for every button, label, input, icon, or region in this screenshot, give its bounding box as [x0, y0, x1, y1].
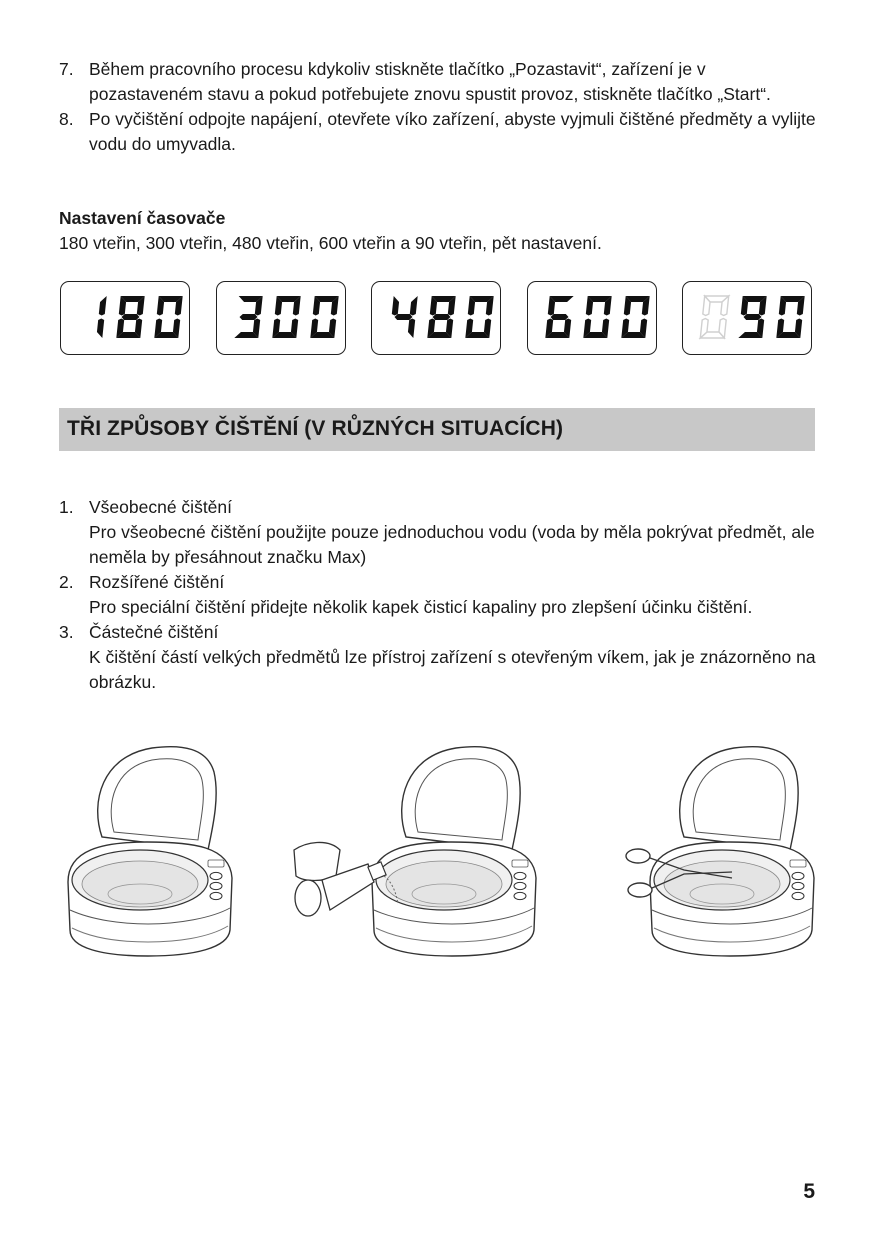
cleaner-with-scissors-illustration	[622, 740, 818, 958]
seven-segment-digits	[683, 282, 810, 353]
segment-g	[744, 314, 762, 320]
segment-c	[408, 319, 415, 339]
method-number: 2.	[59, 572, 74, 592]
segment-b	[410, 296, 418, 316]
segment-f	[392, 296, 399, 316]
cleaning-methods-list	[59, 495, 819, 695]
digit-0	[154, 296, 182, 338]
bottle-base	[295, 880, 321, 916]
scissors-handle	[626, 849, 650, 863]
section-title: TŘI ZPŮSOBY ČIŠTĚNÍ (V RŮZNÝCH SITUACÍCH)	[67, 417, 564, 440]
section-header-bar	[59, 408, 815, 451]
cleaner-with-detergent-bottle-illustration	[288, 740, 540, 958]
method-title: Částečné čištění	[89, 622, 219, 642]
seven-segment-digits	[528, 282, 655, 353]
segment-g	[395, 314, 413, 320]
method-text: K čištění částí velkých předmětů lze přístroj zařízení s otevřeným víkem, jak je znázorněno na obrázku.	[89, 647, 816, 692]
digit-9	[738, 296, 766, 338]
control-button	[514, 892, 526, 899]
timer-displays	[60, 281, 816, 358]
digit-0	[583, 296, 611, 338]
segment-c	[97, 319, 104, 339]
digit-8	[427, 296, 455, 338]
method-item	[59, 495, 819, 570]
digit-0	[621, 296, 649, 338]
digit-6	[545, 296, 573, 338]
cleaner-open-lid-illustration	[60, 740, 256, 958]
segment-g	[550, 314, 568, 320]
step-text: Během pracovního procesu kdykoliv stiskněte tlačítko „Pozastavit“, zařízení je v pozastaveném stavu a pokud potřebujete znovu spustit provoz, stiskněte tlačítko „Start“.	[89, 59, 771, 104]
digit-1	[97, 296, 107, 338]
control-button	[792, 892, 804, 899]
segment-g	[122, 314, 140, 320]
control-button	[210, 882, 222, 889]
display-window	[208, 860, 224, 867]
digit-8	[116, 296, 144, 338]
step-number: 8.	[59, 109, 74, 129]
method-number: 1.	[59, 497, 74, 517]
timer-display-600	[527, 281, 657, 355]
digit-0	[776, 296, 804, 338]
control-button	[514, 872, 526, 879]
digit-4	[392, 296, 418, 338]
timer-description: 180 vteřin, 300 vteřin, 480 vteřin, 600 vteřin a 90 vteřin, pět nastavení.	[59, 233, 602, 253]
timer-display-180	[60, 281, 190, 355]
illustrations-row	[56, 740, 818, 960]
digit-0	[272, 296, 300, 338]
digit-0	[700, 296, 728, 338]
segment-g	[433, 314, 451, 320]
control-button	[210, 872, 222, 879]
control-button	[210, 892, 222, 899]
timer-heading: Nastavení časovače	[59, 208, 226, 228]
step-text: Po vyčištění odpojte napájení, otevřete víko zařízení, abyste vyjmuli čištěné předměty a vylijte vodu do umyvadla.	[89, 109, 816, 154]
control-button	[792, 882, 804, 889]
display-window	[790, 860, 806, 867]
page-number: 5	[803, 1180, 815, 1203]
steps-top-list	[59, 57, 819, 157]
method-title: Všeobecné čištění	[89, 497, 233, 517]
timer-display-480	[371, 281, 501, 355]
display-window	[512, 860, 528, 867]
method-title: Rozšířené čištění	[89, 572, 225, 592]
control-button	[792, 872, 804, 879]
scissors-handle	[628, 883, 652, 897]
step-number: 7.	[59, 59, 74, 79]
step-item	[59, 107, 819, 157]
segment-g	[239, 314, 257, 320]
method-text: Pro speciální čištění přidejte několik kapek čisticí kapaliny pro zlepšení účinku čištění.	[89, 597, 753, 617]
control-button	[514, 882, 526, 889]
method-text: Pro všeobecné čištění použijte pouze jednoduchou vodu (voda by měla pokrývat předmět, ale neměla by přesáhnout značku Max)	[89, 522, 815, 567]
digit-0	[465, 296, 493, 338]
step-item	[59, 57, 819, 107]
segment-b	[99, 296, 107, 316]
hand	[294, 842, 340, 880]
method-item	[59, 620, 819, 695]
digit-3	[234, 296, 262, 338]
method-number: 3.	[59, 622, 74, 642]
timer-display-300	[216, 281, 346, 355]
digit-0	[310, 296, 338, 338]
seven-segment-digits	[61, 282, 188, 353]
seven-segment-digits	[372, 282, 499, 353]
seven-segment-digits	[217, 282, 344, 353]
method-item	[59, 570, 819, 620]
timer-display-090	[682, 281, 812, 355]
